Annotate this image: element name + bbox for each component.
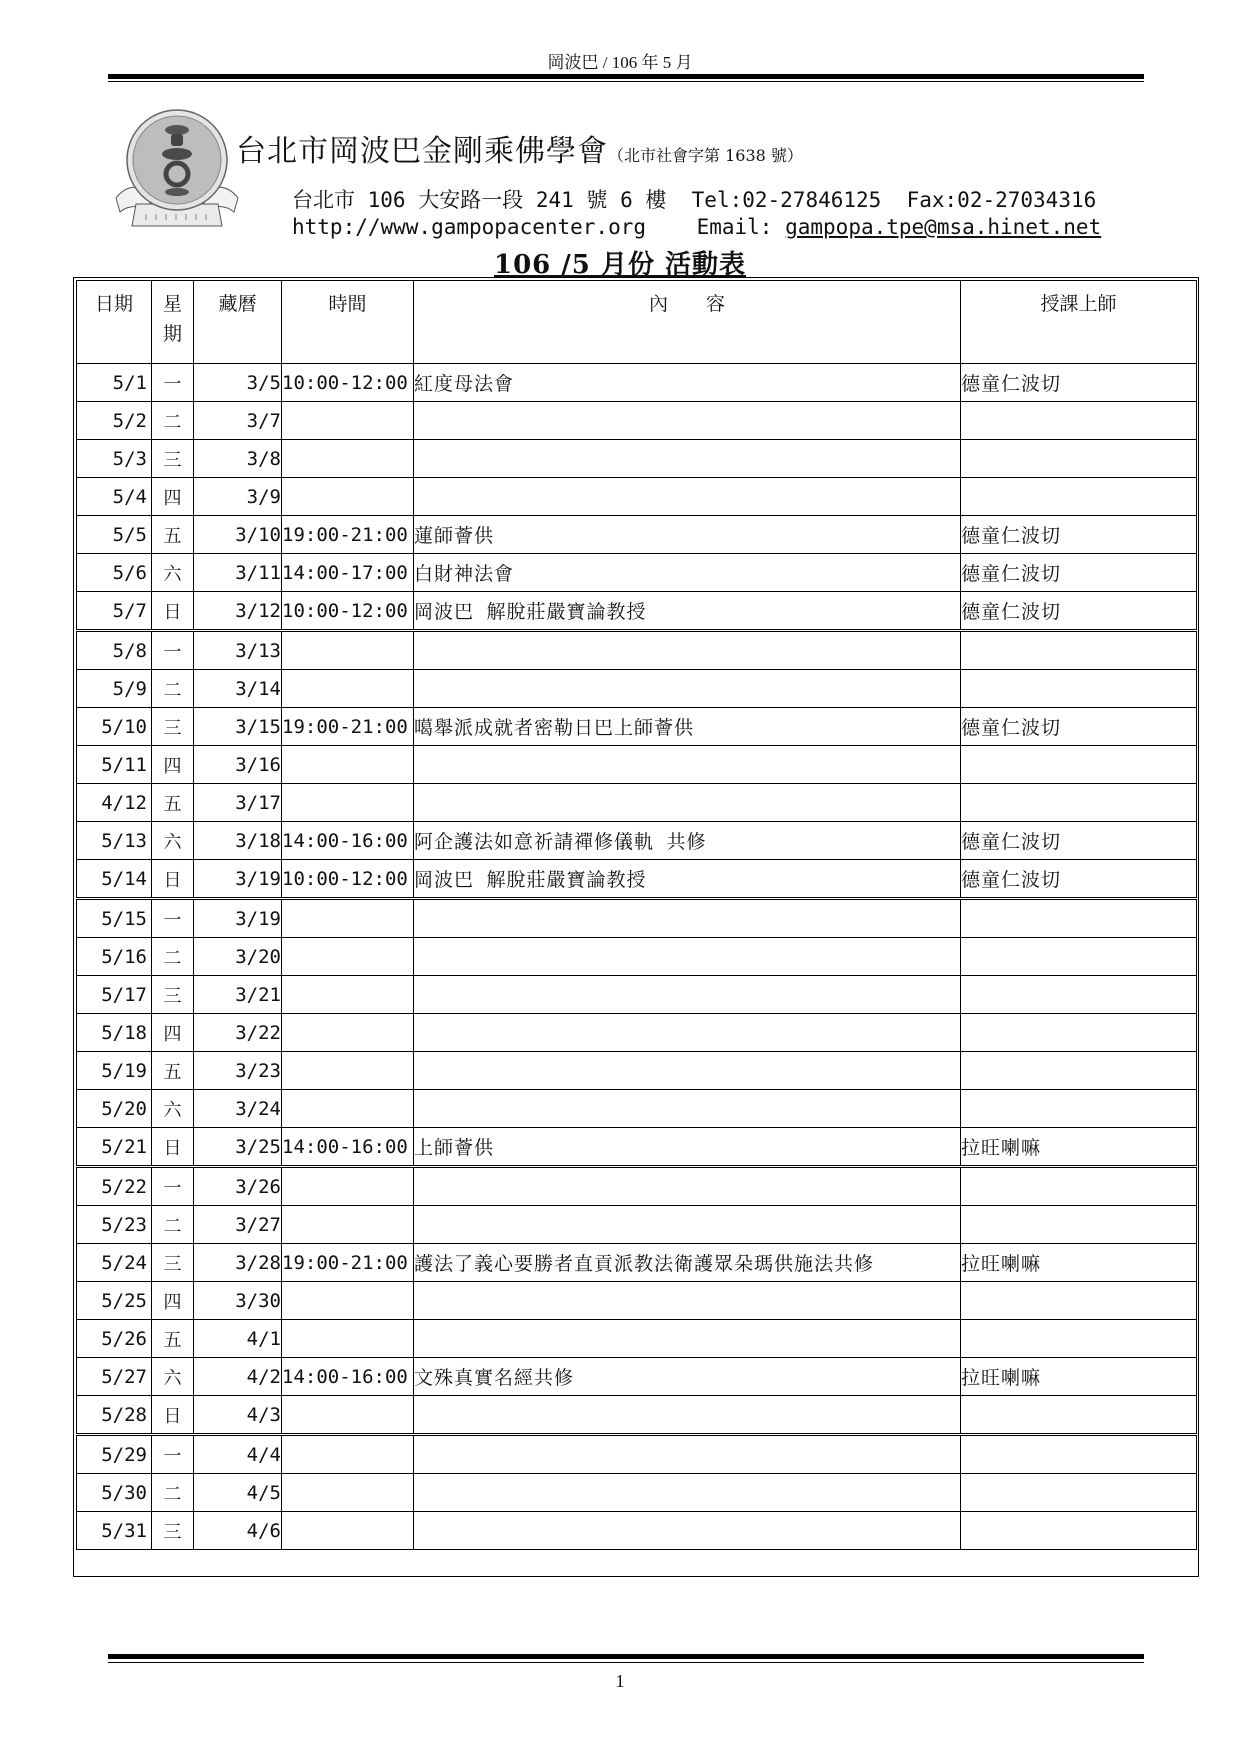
weekday-cell: 一: [152, 1435, 194, 1474]
time-cell: [282, 631, 414, 670]
time-cell: 14:00-16:00: [282, 822, 414, 860]
content-cell: 岡波巴 解脫莊嚴寶論教授: [414, 860, 961, 899]
time-cell: [282, 1435, 414, 1474]
content-cell: 文殊真實名經共修: [414, 1358, 961, 1396]
org-seal-logo: [110, 106, 244, 230]
content-cell: [414, 1014, 961, 1052]
weekday-cell: 日: [152, 860, 194, 899]
table-row: [77, 592, 1197, 631]
teacher-cell: 德童仁波切: [961, 822, 1197, 860]
content-cell: [414, 976, 961, 1014]
tibetan-date-cell: 3/16: [194, 746, 282, 784]
tibetan-date-cell: 3/18: [194, 822, 282, 860]
time-cell: [282, 1474, 414, 1512]
time-cell: [282, 784, 414, 822]
teacher-cell: [961, 1206, 1197, 1244]
weekday-cell: 六: [152, 1358, 194, 1396]
header-teacher: 授課上師: [961, 281, 1197, 364]
tibetan-date-cell: 3/8: [194, 440, 282, 478]
tibetan-date-cell: 3/11: [194, 554, 282, 592]
content-cell: [414, 1282, 961, 1320]
date-cell: 5/9: [77, 670, 152, 708]
teacher-cell: [961, 1090, 1197, 1128]
date-cell: 5/23: [77, 1206, 152, 1244]
teacher-cell: [961, 1052, 1197, 1090]
tibetan-date-cell: 3/17: [194, 784, 282, 822]
weekday-cell: 五: [152, 784, 194, 822]
time-cell: [282, 1396, 414, 1435]
teacher-cell: 拉旺喇嘛: [961, 1244, 1197, 1282]
table-row: [77, 1435, 1197, 1474]
table-row: [77, 1052, 1197, 1090]
time-cell: [282, 938, 414, 976]
table-row: [77, 899, 1197, 938]
tibetan-date-cell: 3/27: [194, 1206, 282, 1244]
teacher-cell: [961, 1320, 1197, 1358]
header-date: 日期: [77, 281, 152, 364]
org-fax: Fax:02-27034316: [906, 188, 1097, 212]
table-row: [77, 1244, 1197, 1282]
weekday-cell: 六: [152, 822, 194, 860]
time-cell: [282, 1014, 414, 1052]
table-row: [77, 364, 1197, 402]
date-cell: 5/14: [77, 860, 152, 899]
tibetan-date-cell: 3/25: [194, 1128, 282, 1167]
schedule-body: [77, 364, 1197, 1550]
tibetan-date-cell: 3/10: [194, 516, 282, 554]
time-cell: [282, 1052, 414, 1090]
table-row: [77, 746, 1197, 784]
weekday-cell: 二: [152, 1474, 194, 1512]
weekday-cell: 六: [152, 554, 194, 592]
teacher-cell: [961, 1014, 1197, 1052]
content-cell: [414, 402, 961, 440]
teacher-cell: [961, 1282, 1197, 1320]
tibetan-date-cell: 4/2: [194, 1358, 282, 1396]
table-row: [77, 1206, 1197, 1244]
date-cell: 5/6: [77, 554, 152, 592]
time-cell: [282, 976, 414, 1014]
teacher-cell: [961, 402, 1197, 440]
date-cell: 5/7: [77, 592, 152, 631]
tibetan-date-cell: 3/24: [194, 1090, 282, 1128]
content-cell: 白財神法會: [414, 554, 961, 592]
content-cell: 護法了義心要勝者直貢派教法衛護眾朵瑪供施法共修: [414, 1244, 961, 1282]
date-cell: 5/27: [77, 1358, 152, 1396]
table-row: [77, 1014, 1197, 1052]
tibetan-date-cell: 3/9: [194, 478, 282, 516]
tibetan-date-cell: 4/6: [194, 1512, 282, 1550]
date-cell: 5/30: [77, 1474, 152, 1512]
content-cell: [414, 1206, 961, 1244]
time-cell: [282, 670, 414, 708]
contact-line-web: [292, 215, 1101, 239]
date-cell: 5/20: [77, 1090, 152, 1128]
teacher-cell: [961, 1396, 1197, 1435]
date-cell: 5/29: [77, 1435, 152, 1474]
date-cell: 5/4: [77, 478, 152, 516]
teacher-cell: [961, 1435, 1197, 1474]
content-cell: 紅度母法會: [414, 364, 961, 402]
time-cell: [282, 402, 414, 440]
weekday-cell: 二: [152, 402, 194, 440]
time-cell: 19:00-21:00: [282, 708, 414, 746]
header-time: 時間: [282, 281, 414, 364]
weekday-cell: 三: [152, 1512, 194, 1550]
weekday-cell: 六: [152, 1090, 194, 1128]
table-row: [77, 1396, 1197, 1435]
time-cell: 14:00-16:00: [282, 1128, 414, 1167]
tibetan-date-cell: 3/19: [194, 899, 282, 938]
tibetan-date-cell: 4/1: [194, 1320, 282, 1358]
content-cell: [414, 899, 961, 938]
time-cell: [282, 1090, 414, 1128]
time-cell: [282, 899, 414, 938]
teacher-cell: [961, 746, 1197, 784]
time-cell: [282, 1320, 414, 1358]
table-row: [77, 1474, 1197, 1512]
date-cell: 5/16: [77, 938, 152, 976]
tibetan-date-cell: 3/7: [194, 402, 282, 440]
org-name-text: 台北市岡波巴金剛乘佛學會: [236, 134, 608, 169]
content-cell: [414, 631, 961, 670]
date-cell: 5/24: [77, 1244, 152, 1282]
content-cell: [414, 746, 961, 784]
header-content: 內 容: [414, 281, 961, 364]
content-cell: 上師薈供: [414, 1128, 961, 1167]
table-header-row: [77, 281, 1197, 364]
schedule-frame: [73, 277, 1199, 1577]
org-name: [236, 126, 803, 170]
teacher-cell: [961, 631, 1197, 670]
table-row: [77, 478, 1197, 516]
weekday-cell: 三: [152, 976, 194, 1014]
teacher-cell: [961, 670, 1197, 708]
table-row: [77, 402, 1197, 440]
teacher-cell: 德童仁波切: [961, 708, 1197, 746]
teacher-cell: 德童仁波切: [961, 364, 1197, 402]
weekday-cell: 四: [152, 746, 194, 784]
date-cell: 4/12: [77, 784, 152, 822]
weekday-cell: 五: [152, 1052, 194, 1090]
time-cell: [282, 440, 414, 478]
weekday-cell: 一: [152, 899, 194, 938]
teacher-cell: [961, 899, 1197, 938]
table-row: [77, 976, 1197, 1014]
time-cell: 19:00-21:00: [282, 516, 414, 554]
table-row: [77, 1128, 1197, 1167]
time-cell: [282, 478, 414, 516]
weekday-cell: 日: [152, 1128, 194, 1167]
tibetan-date-cell: 3/20: [194, 938, 282, 976]
teacher-cell: [961, 1167, 1197, 1206]
table-row: [77, 1358, 1197, 1396]
tibetan-date-cell: 3/21: [194, 976, 282, 1014]
tibetan-date-cell: 4/4: [194, 1435, 282, 1474]
teacher-cell: 拉旺喇嘛: [961, 1358, 1197, 1396]
content-cell: 岡波巴 解脫莊嚴寶論教授: [414, 592, 961, 631]
weekday-cell: 二: [152, 1206, 194, 1244]
date-cell: 5/18: [77, 1014, 152, 1052]
date-cell: 5/8: [77, 631, 152, 670]
content-cell: [414, 1474, 961, 1512]
org-registration: （北市社會字第 1638 號）: [608, 146, 803, 165]
table-row: [77, 516, 1197, 554]
date-cell: 5/2: [77, 402, 152, 440]
content-cell: [414, 1320, 961, 1358]
date-cell: 5/25: [77, 1282, 152, 1320]
date-cell: 5/1: [77, 364, 152, 402]
table-row: [77, 440, 1197, 478]
org-address: 台北市 106 大安路一段 241 號 6 樓: [292, 188, 667, 212]
table-row: [77, 1282, 1197, 1320]
tibetan-date-cell: 3/19: [194, 860, 282, 899]
time-cell: 14:00-17:00: [282, 554, 414, 592]
date-cell: 5/11: [77, 746, 152, 784]
teacher-cell: [961, 976, 1197, 1014]
content-cell: [414, 670, 961, 708]
weekday-cell: 四: [152, 1014, 194, 1052]
tibetan-date-cell: 3/13: [194, 631, 282, 670]
date-cell: 5/19: [77, 1052, 152, 1090]
date-cell: 5/5: [77, 516, 152, 554]
content-cell: [414, 440, 961, 478]
tibetan-date-cell: 4/5: [194, 1474, 282, 1512]
table-row: [77, 554, 1197, 592]
header-weekday-1: 星: [162, 293, 182, 315]
content-cell: [414, 1435, 961, 1474]
weekday-cell: 一: [152, 364, 194, 402]
date-cell: 5/10: [77, 708, 152, 746]
date-cell: 5/28: [77, 1396, 152, 1435]
weekday-cell: 五: [152, 1320, 194, 1358]
document-title: 106 /5 月份 活動表: [493, 250, 746, 280]
date-cell: 5/17: [77, 976, 152, 1014]
tibetan-date-cell: 3/22: [194, 1014, 282, 1052]
content-cell: 噶舉派成就者密勒日巴上師薈供: [414, 708, 961, 746]
time-cell: [282, 1512, 414, 1550]
teacher-cell: [961, 1474, 1197, 1512]
tibetan-date-cell: 3/26: [194, 1167, 282, 1206]
teacher-cell: [961, 784, 1197, 822]
teacher-cell: 德童仁波切: [961, 860, 1197, 899]
teacher-cell: [961, 478, 1197, 516]
weekday-cell: 五: [152, 516, 194, 554]
table-row: [77, 822, 1197, 860]
time-cell: [282, 1282, 414, 1320]
content-cell: [414, 938, 961, 976]
teacher-cell: [961, 938, 1197, 976]
weekday-cell: 日: [152, 592, 194, 631]
content-cell: [414, 1090, 961, 1128]
weekday-cell: 一: [152, 631, 194, 670]
content-cell: 阿企護法如意祈請禪修儀軌 共修: [414, 822, 961, 860]
date-cell: 5/13: [77, 822, 152, 860]
running-head: 岡波巴 / 106 年 5 月: [547, 53, 693, 72]
tibetan-date-cell: 3/23: [194, 1052, 282, 1090]
weekday-cell: 四: [152, 1282, 194, 1320]
footer-rule-thin: [108, 1662, 1144, 1663]
teacher-cell: 德童仁波切: [961, 516, 1197, 554]
weekday-cell: 二: [152, 938, 194, 976]
content-cell: [414, 1396, 961, 1435]
table-row: [77, 670, 1197, 708]
teacher-cell: [961, 1512, 1197, 1550]
time-cell: 10:00-12:00: [282, 592, 414, 631]
weekday-cell: 日: [152, 1396, 194, 1435]
content-cell: [414, 1167, 961, 1206]
table-row: [77, 860, 1197, 899]
weekday-cell: 三: [152, 1244, 194, 1282]
teacher-cell: 德童仁波切: [961, 554, 1197, 592]
content-cell: [414, 1512, 961, 1550]
table-row: [77, 708, 1197, 746]
table-row: [77, 784, 1197, 822]
date-cell: 5/15: [77, 899, 152, 938]
header-weekday-2: 期: [162, 323, 182, 345]
tibetan-date-cell: 4/3: [194, 1396, 282, 1435]
org-email-label: Email:: [696, 215, 773, 239]
teacher-cell: 德童仁波切: [961, 592, 1197, 631]
date-cell: 5/26: [77, 1320, 152, 1358]
date-cell: 5/22: [77, 1167, 152, 1206]
time-cell: 14:00-16:00: [282, 1358, 414, 1396]
time-cell: 10:00-12:00: [282, 860, 414, 899]
table-row: [77, 631, 1197, 670]
header-tibetan: 藏曆: [194, 281, 282, 364]
table-row: [77, 1512, 1197, 1550]
contact-line-address: [292, 184, 1096, 214]
time-cell: [282, 746, 414, 784]
weekday-cell: 四: [152, 478, 194, 516]
content-cell: [414, 478, 961, 516]
table-row: [77, 938, 1197, 976]
teacher-cell: 拉旺喇嘛: [961, 1128, 1197, 1167]
date-cell: 5/3: [77, 440, 152, 478]
page-number: 1: [615, 1671, 625, 1691]
time-cell: [282, 1206, 414, 1244]
header-weekday: [152, 281, 194, 364]
table-row: [77, 1320, 1197, 1358]
weekday-cell: 一: [152, 1167, 194, 1206]
date-cell: 5/21: [77, 1128, 152, 1167]
header-rule-thin: [108, 81, 1144, 82]
teacher-cell: [961, 440, 1197, 478]
weekday-cell: 二: [152, 670, 194, 708]
time-cell: 19:00-21:00: [282, 1244, 414, 1282]
tibetan-date-cell: 3/15: [194, 708, 282, 746]
table-row: [77, 1090, 1197, 1128]
table-row: [77, 1167, 1197, 1206]
org-tel: Tel:02-27846125: [691, 188, 882, 212]
content-cell: 蓮師薈供: [414, 516, 961, 554]
header-rule: [108, 74, 1144, 79]
time-cell: [282, 1167, 414, 1206]
weekday-cell: 三: [152, 440, 194, 478]
org-email-link[interactable]: gampopa.tpe@msa.hinet.net: [785, 215, 1102, 239]
tibetan-date-cell: 3/28: [194, 1244, 282, 1282]
tibetan-date-cell: 3/12: [194, 592, 282, 631]
schedule-table: [76, 280, 1197, 1550]
weekday-cell: 三: [152, 708, 194, 746]
tibetan-date-cell: 3/14: [194, 670, 282, 708]
content-cell: [414, 784, 961, 822]
footer-rule: [108, 1654, 1144, 1659]
date-cell: 5/31: [77, 1512, 152, 1550]
org-website[interactable]: http://www.gampopacenter.org: [292, 215, 647, 239]
tibetan-date-cell: 3/30: [194, 1282, 282, 1320]
time-cell: 10:00-12:00: [282, 364, 414, 402]
tibetan-date-cell: 3/5: [194, 364, 282, 402]
content-cell: [414, 1052, 961, 1090]
